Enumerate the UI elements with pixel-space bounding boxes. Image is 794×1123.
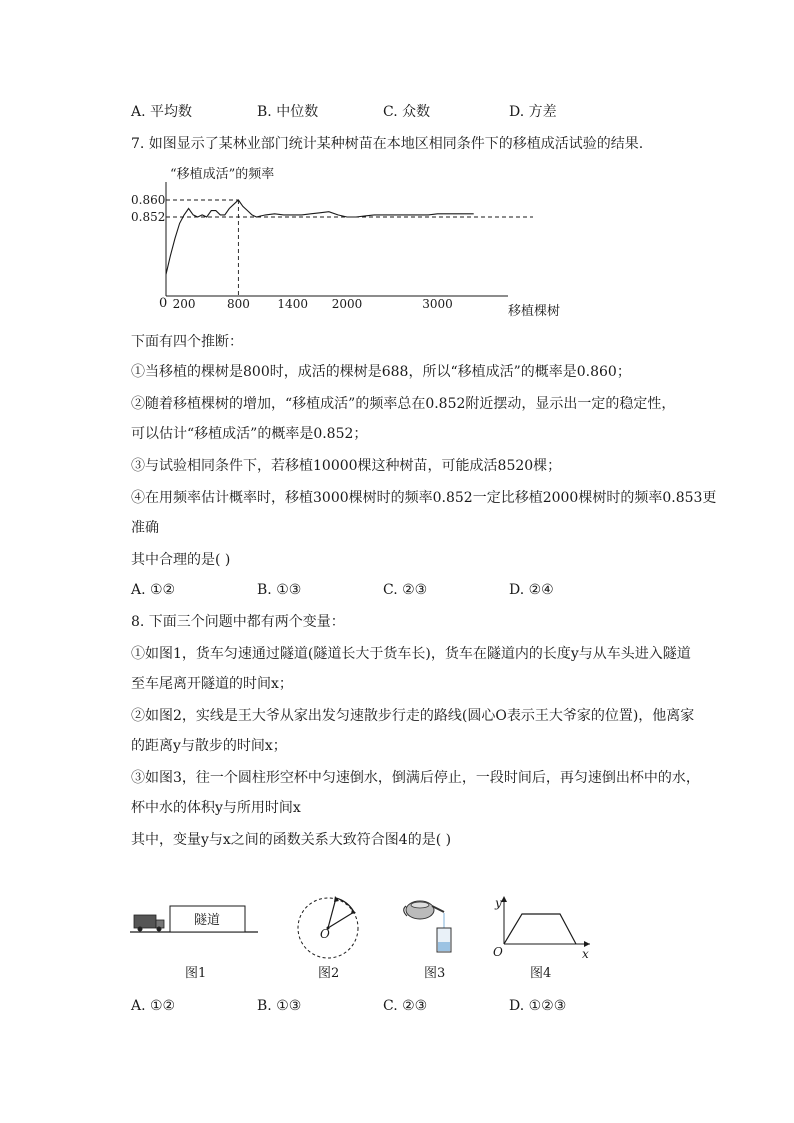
q7-statement-2-cont: 可以估计“移植成活”的概率是0.852； xyxy=(131,426,368,442)
caption-figure-4: 图4 xyxy=(530,966,552,981)
fig4-y-label: y xyxy=(495,896,502,910)
q8-stem: 8. 下面三个问题中都有两个变量： xyxy=(131,614,345,630)
q8-line-4: 的距离y与散步的时间x； xyxy=(131,738,287,754)
fig4-x-label: x xyxy=(582,947,589,961)
q8-line-5: ③如图3，往一个圆柱形空杯中匀速倒水，倒满后停止，一段时间后，再匀速倒出杯中的水， xyxy=(131,770,700,786)
truck-icon xyxy=(134,915,164,932)
q7-statement-4-cont: 准确 xyxy=(131,520,159,536)
q8-option-a[interactable]: A. ①② xyxy=(131,998,176,1014)
tunnel-label: 隧道 xyxy=(193,913,221,928)
x-tick-label: 3000 xyxy=(422,297,453,311)
q7-statement-1: ①当移植的棵树是800时，成活的棵树是688，所以“移植成活”的概率是0.860； xyxy=(131,364,631,380)
caption-figure-1: 图1 xyxy=(185,966,207,981)
chart-x-label: 移植棵树 xyxy=(508,304,561,319)
q8-line-1: ①如图1，货车匀速通过隧道(隧道长大于货车长)，货车在隧道内的长度y与从车头进入隧道 xyxy=(131,646,691,662)
x-tick-label: 2000 xyxy=(331,297,363,311)
y-tick-label: 0.860 xyxy=(131,193,166,207)
q7-question: 其中合理的是( ) xyxy=(131,552,231,568)
q8-option-b[interactable]: B. ①③ xyxy=(257,998,302,1014)
x-tick-label: 200 xyxy=(172,297,196,311)
figure-2-circle xyxy=(294,894,364,964)
chart-origin-label: 0 xyxy=(159,296,168,311)
q8-line-6: 杯中水的体积y与所用时间x xyxy=(131,800,301,816)
figure-4-graph xyxy=(490,892,600,962)
caption-figure-3: 图3 xyxy=(424,966,446,981)
q8-option-c[interactable]: C. ②③ xyxy=(383,998,428,1014)
q7-option-a[interactable]: A. ①② xyxy=(131,582,176,598)
figure-3-cup xyxy=(402,896,462,956)
y-tick-label: 0.852 xyxy=(131,210,166,224)
fig4-origin-label: O xyxy=(493,945,503,959)
chart-y-label: “移植成活”的频率 xyxy=(170,167,275,182)
q6-options xyxy=(131,102,691,122)
q7-option-c[interactable]: C. ②③ xyxy=(383,582,428,598)
fig2-center-label: O xyxy=(320,927,330,941)
q7-stem: 7. 如图显示了某林业部门统计某种树苗在本地区相同条件下的移植成活试验的结果. xyxy=(131,136,644,152)
q6-option-b[interactable]: B. 中位数 xyxy=(257,104,319,120)
frequency-series-line xyxy=(166,200,474,274)
q6-option-c[interactable]: C. 众数 xyxy=(383,104,431,120)
q7-intro: 下面有四个推断： xyxy=(131,334,243,350)
caption-figure-2: 图2 xyxy=(318,966,340,981)
q8-option-d[interactable]: D. ①②③ xyxy=(509,998,567,1014)
q7-statement-2: ②随着移植棵树的增加，“移植成活”的频率总在0.852附近摆动，显示出一定的稳定性， xyxy=(131,396,676,412)
q7-statement-4: ④在用频率估计概率时，移植3000棵树时的频率0.852一定比移植2000棵树时的频率0.853更 xyxy=(131,490,717,506)
x-tick-label: 1400 xyxy=(277,297,308,311)
x-tick-label: 800 xyxy=(226,297,250,311)
figure-1-tunnel xyxy=(128,898,263,938)
glass-icon xyxy=(437,928,451,952)
q8-options xyxy=(131,996,691,1016)
frequency-chart xyxy=(128,160,578,320)
q6-option-d[interactable]: D. 方差 xyxy=(509,104,557,120)
q8-line-3: ②如图2，实线是王大爷从家出发匀速散步行走的路线(圆心O表示王大爷家的位置)，他离家 xyxy=(131,708,695,724)
kettle-icon xyxy=(404,901,444,919)
q8-line-2: 至车尾离开隧道的时间x； xyxy=(131,676,293,692)
q7-options xyxy=(131,580,691,600)
q7-option-d[interactable]: D. ②④ xyxy=(509,582,554,598)
q7-option-b[interactable]: B. ①③ xyxy=(257,582,302,598)
q8-question: 其中，变量y与x之间的函数关系大致符合图4的是( ) xyxy=(131,832,452,848)
q7-statement-3: ③与试验相同条件下，若移植10000棵这种树苗，可能成活8520棵； xyxy=(131,458,562,474)
q6-option-a[interactable]: A. 平均数 xyxy=(131,104,193,120)
